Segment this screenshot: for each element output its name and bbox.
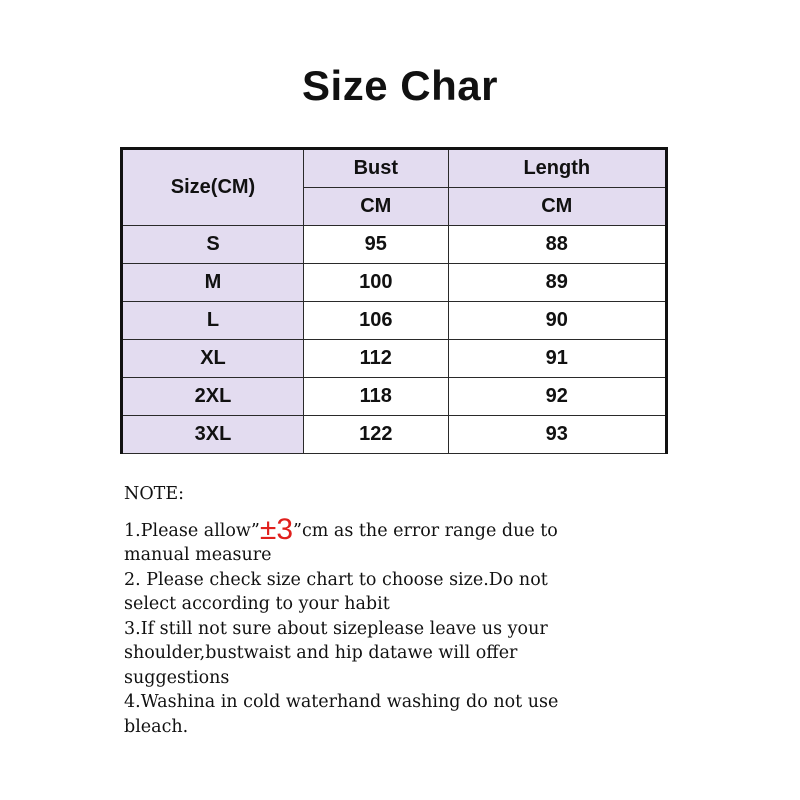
note-4-line-1: 4.Washina in cold waterhand washing do not use: [124, 692, 559, 712]
bust-cell: 122: [304, 416, 449, 454]
length-unit: CM: [448, 188, 666, 226]
bust-cell: 118: [304, 378, 449, 416]
length-cell: 91: [448, 340, 666, 378]
length-cell: 90: [448, 302, 666, 340]
size-column-header: Size(CM): [122, 149, 304, 226]
note-2-line-1: 2. Please check size chart to choose size.Do not: [124, 569, 548, 590]
page-title: Size Char: [302, 62, 498, 109]
bust-cell: 100: [304, 264, 449, 302]
size-cell: S: [122, 226, 304, 264]
note-2-line-2: select according to your habit: [124, 594, 390, 614]
length-cell: 93: [448, 416, 666, 454]
size-cell: L: [122, 302, 304, 340]
size-cell: 3XL: [122, 416, 304, 454]
length-column-header: Length: [448, 149, 666, 188]
bust-cell: 112: [304, 340, 449, 378]
notes-section: [124, 482, 684, 739]
bust-cell: 106: [304, 302, 449, 340]
note-4-line-2: bleach.: [124, 716, 189, 737]
note-3-line-1: 3.If still not sure about sizeplease leave us your: [124, 618, 548, 639]
table-header-row: [122, 149, 667, 188]
size-chart-table: [120, 147, 668, 454]
note-1-suffix: ”cm as the error range due to: [293, 520, 558, 541]
note-3-line-3: suggestions: [124, 667, 230, 688]
table-row: [122, 226, 667, 264]
bust-unit: CM: [304, 188, 449, 226]
size-cell: XL: [122, 340, 304, 378]
bust-cell: 95: [304, 226, 449, 264]
note-1-line-2: manual measure: [124, 545, 272, 565]
table-row: [122, 340, 667, 378]
notes-heading: NOTE:: [124, 484, 185, 504]
note-1-line-1: [124, 512, 684, 546]
length-cell: 88: [448, 226, 666, 264]
length-cell: 92: [448, 378, 666, 416]
table-row: [122, 302, 667, 340]
size-cell: 2XL: [122, 378, 304, 416]
tolerance-value: ±3: [259, 512, 294, 546]
size-cell: M: [122, 264, 304, 302]
note-1-prefix: 1.Please allow”: [124, 520, 260, 541]
length-cell: 89: [448, 264, 666, 302]
table-row: [122, 416, 667, 454]
table-row: [122, 264, 667, 302]
note-3-line-2: shoulder,bustwaist and hip datawe will offer: [124, 643, 518, 663]
table-row: [122, 378, 667, 416]
bust-column-header: Bust: [304, 149, 449, 188]
